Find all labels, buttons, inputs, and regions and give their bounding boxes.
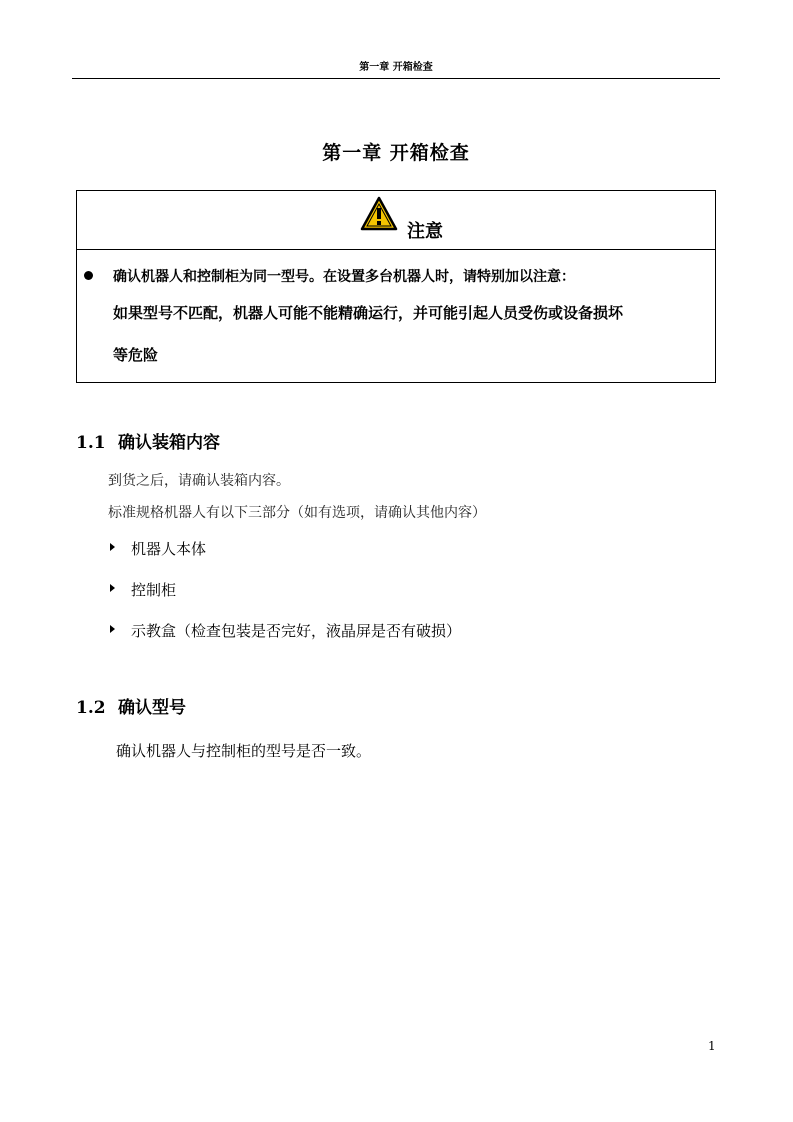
- list-item-text: 示教盒（检查包装是否完好，液晶屏是否有破损）: [131, 622, 462, 640]
- list-item-text: 控制柜: [131, 581, 177, 599]
- triangle-bullet-icon: [110, 584, 115, 592]
- notice-line-3: 等危险: [113, 346, 159, 364]
- notice-box: [76, 190, 716, 383]
- section-number: 1.2: [76, 698, 106, 718]
- section-heading-1-2: [76, 693, 186, 718]
- list-item-text: 机器人本体: [131, 540, 207, 558]
- section-number: 1.1: [76, 433, 106, 453]
- triangle-bullet-icon: [110, 625, 115, 633]
- section-title: 确认装箱内容: [118, 433, 220, 453]
- paragraph: 标准规格机器人有以下三部分（如有选项，请确认其他内容）: [108, 505, 486, 521]
- warning-triangle-icon: [360, 196, 398, 232]
- paragraph: 到货之后，请确认装箱内容。: [108, 473, 290, 489]
- section-heading-1-1: [76, 428, 220, 453]
- running-header: 第一章 开箱检查: [359, 62, 433, 73]
- notice-label: 注意: [407, 221, 443, 242]
- page-number: 1: [708, 1039, 716, 1053]
- notice-line-2: 如果型号不匹配，机器人可能不能精确运行，并可能引起人员受伤或设备损坏: [113, 304, 624, 322]
- notice-line-1: 确认机器人和控制柜为同一型号。在设置多台机器人时，请特别加以注意：: [113, 269, 575, 285]
- notice-header: [77, 191, 715, 250]
- bullet-dot-icon: [84, 271, 93, 280]
- section-title: 确认型号: [118, 698, 186, 718]
- triangle-bullet-icon: [110, 543, 115, 551]
- header-rule: [72, 78, 720, 79]
- chapter-title: 第一章 开箱检查: [322, 142, 470, 164]
- paragraph: 确认机器人与控制柜的型号是否一致。: [116, 742, 372, 760]
